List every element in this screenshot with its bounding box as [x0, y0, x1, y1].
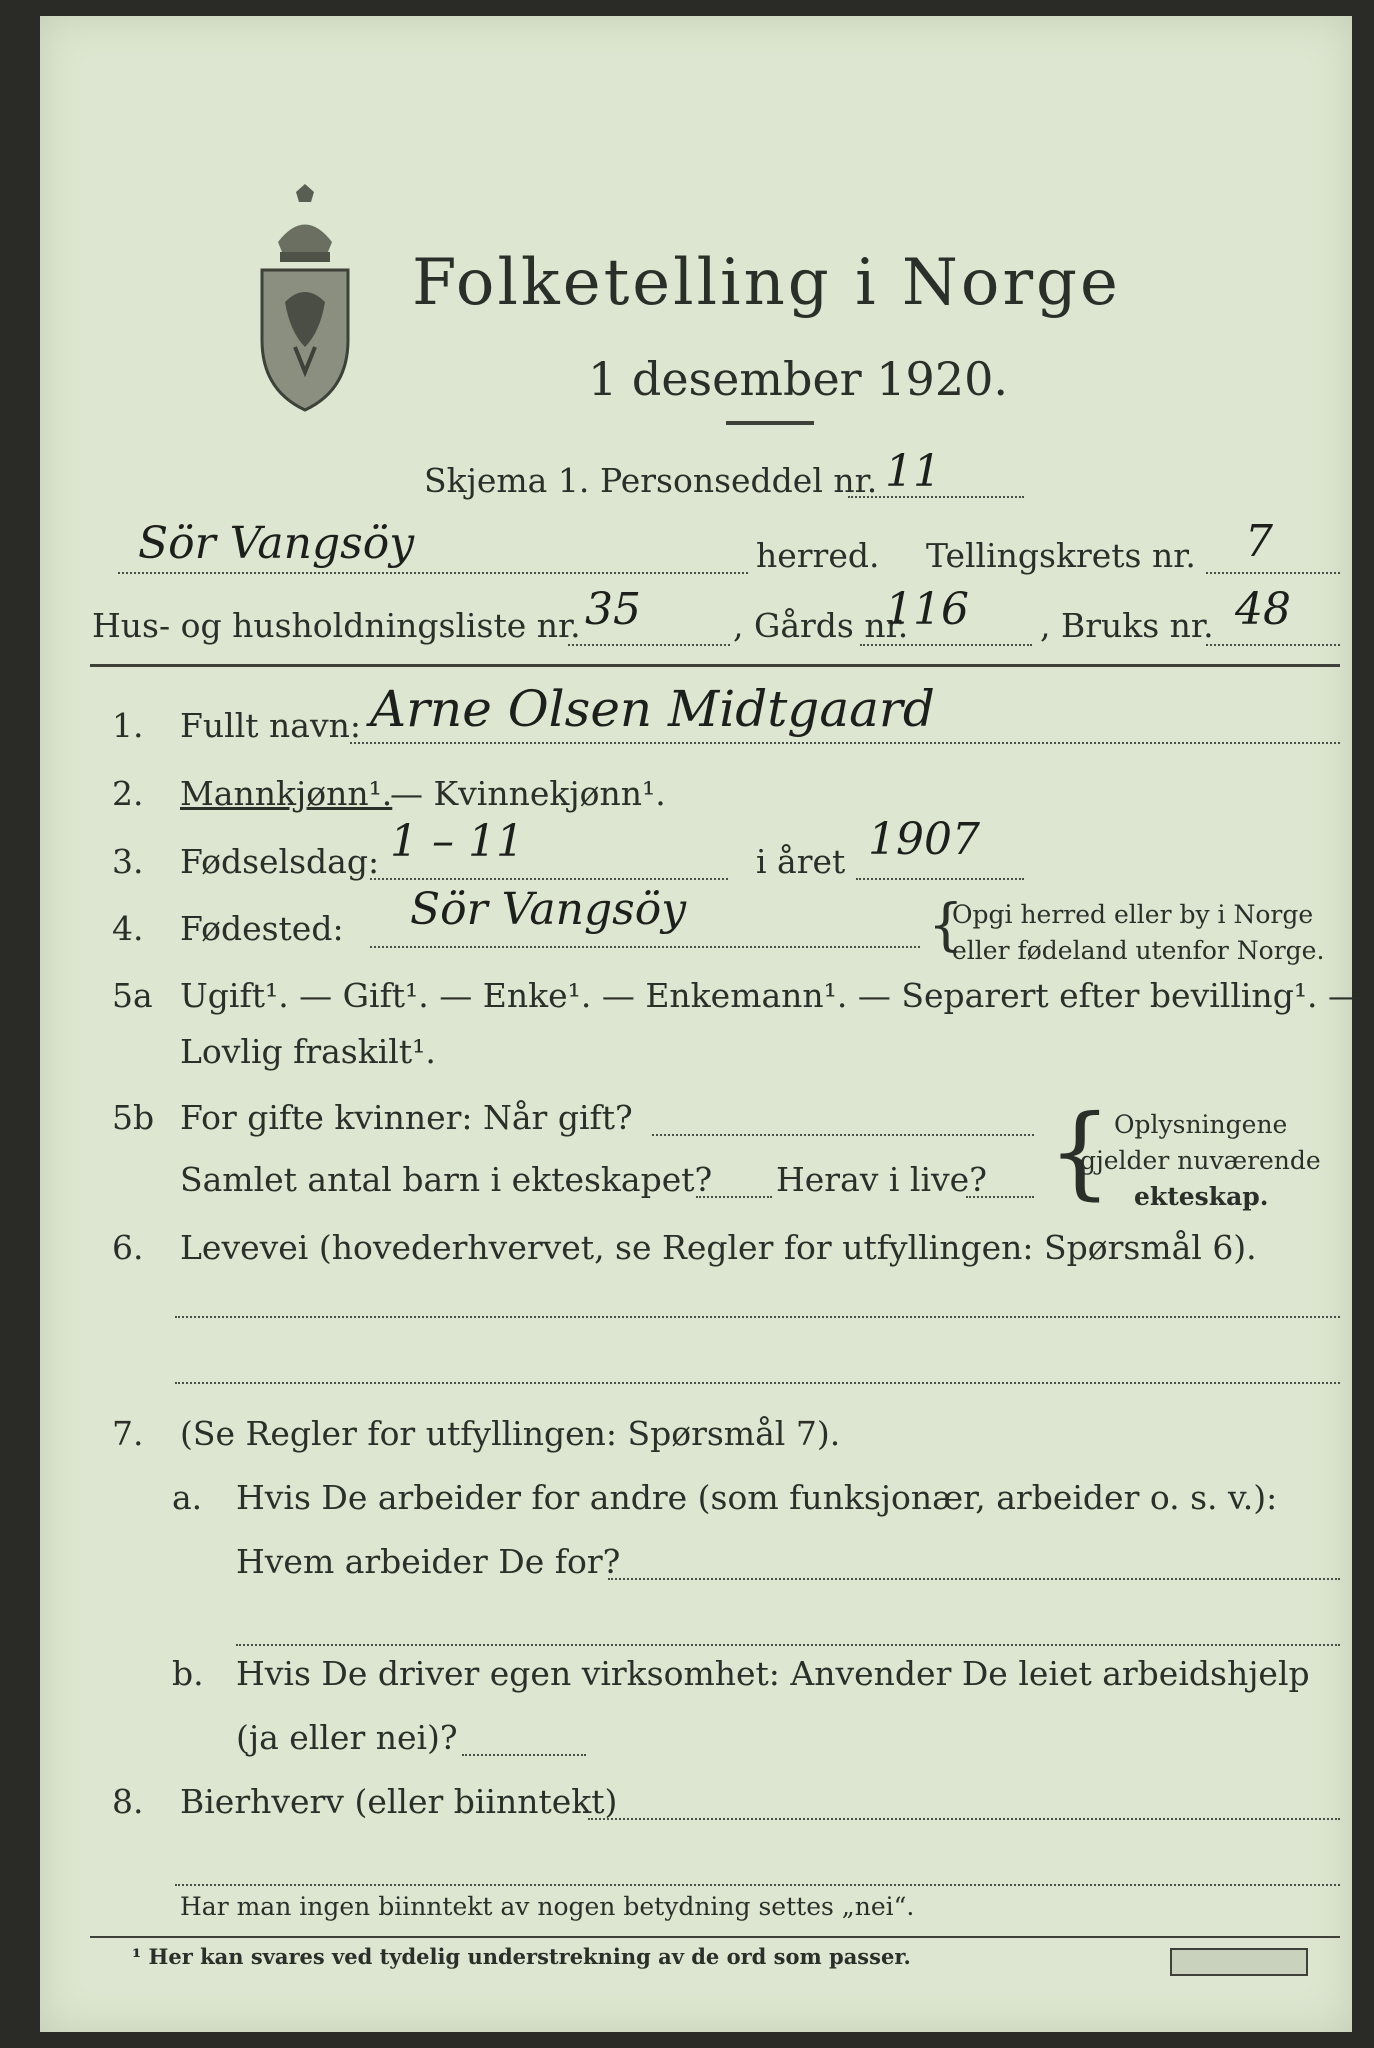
q7a-letter: a.: [172, 1478, 203, 1517]
personseddel-value[interactable]: 11: [885, 446, 941, 497]
tellingskrets-value[interactable]: 7: [1245, 516, 1273, 567]
q4-label: Fødested:: [180, 909, 344, 948]
header-rule: [90, 664, 1340, 667]
q3-number: 3.: [112, 842, 144, 881]
q8-label: Bierhverv (eller biinntekt): [180, 1782, 618, 1821]
q7b-label: Hvis De driver egen virksomhet: Anvender De leiet arbeidshjelp: [236, 1654, 1310, 1693]
q1-label: Fullt navn:: [180, 706, 361, 745]
coat-of-arms-emblem: [250, 182, 360, 412]
census-form-page: Folketelling i Norge 1 desember 1920. Skjema 1. Personseddel nr. 11 Sör Vangsöy herred. Tellingskrets nr. 7 Hus- og husholdningsliste nr. 35 , Gårds nr. 116 , Bruks nr. 48 1. Fullt navn: Arne Olsen Midtgaard 2. Mannkjønn¹. — Kvinnekjønn¹. 3. Fødselsdag: 1 – 11 i året 1907 4. Fødested: Sör Vangsöy { Opgi herred eller by i Norge eller fødeland utenfor Norge. 5a Ugift¹. — Gift¹. — Enke¹. — Enkemann¹. — Separert efter bevilling¹. — Lovlig fraskilt¹. 5b For gifte kvinner: Når gift? Samlet antal barn i ekteskapet? Herav i live? { Oplysningene gjelder nuværende ekteskap. 6. Levevei (hovederhvervet, se Regler for utfyllingen: Spørsmål 6). 7. (Se Regler for utfyllingen: Spørsmål 7). a. Hvis De arbeider for andre (som funksjonær, arbeider o. s. v.): Hvem arbeider De for? b. Hvis De driver egen virksomhet: Anvender De leiet arbeidshjelp (ja eller nei)? 8. Bierhverv (eller biinntekt) Har man ingen biinntekt av nogen betydning settes „nei“. ¹ Her kan svares ved tydelig understrekning av de ord som passer.: [40, 16, 1352, 2032]
q5b-note-line2: gjelder nuværende: [1080, 1146, 1321, 1175]
q5b-label2: Samlet antal barn i ekteskapet?: [180, 1160, 713, 1199]
gender-female-option[interactable]: — Kvinnekjønn¹.: [390, 774, 666, 813]
herred-value[interactable]: Sör Vangsöy: [138, 518, 415, 569]
q4-note-line1: Opgi herred eller by i Norge: [952, 900, 1314, 929]
year-label: i året: [756, 842, 846, 881]
birthplace-value[interactable]: Sör Vangsöy: [410, 884, 687, 935]
herred-label: herred.: [756, 536, 880, 575]
q7a-label: Hvis De arbeider for andre (som funksjonær, arbeider o. s. v.):: [236, 1478, 1278, 1517]
q6-label: Levevei (hovederhvervet, se Regler for utfyllingen: Spørsmål 6).: [180, 1228, 1257, 1267]
footnote-rule: [90, 1936, 1340, 1938]
q5a-number: 5a: [112, 976, 153, 1015]
title-divider: [726, 421, 814, 425]
q8-note: Har man ingen biinntekt av nogen betydning settes „nei“.: [180, 1892, 915, 1921]
birthday-value[interactable]: 1 – 11: [390, 816, 524, 867]
printer-stamp: [1170, 1948, 1308, 1976]
q3-label: Fødselsdag:: [180, 842, 380, 881]
schema-label: Skjema 1.: [424, 461, 590, 500]
q2-number: 2.: [112, 774, 144, 813]
tellingskrets-label: Tellingskrets nr.: [926, 536, 1196, 575]
bruks-value[interactable]: 48: [1235, 584, 1291, 635]
husholdningsliste-label: Hus- og husholdningsliste nr.: [92, 606, 581, 645]
q6-number: 6.: [112, 1228, 144, 1267]
personseddel-label: Personseddel nr.: [600, 461, 878, 500]
marital-options-line2[interactable]: Lovlig fraskilt¹.: [180, 1032, 436, 1071]
occupation-line1[interactable]: [175, 1316, 1340, 1318]
marital-options-line1[interactable]: Ugift¹. — Gift¹. — Enke¹. — Enkemann¹. — Separert efter bevilling¹. —: [180, 976, 1362, 1015]
form-title: Folketelling i Norge: [412, 246, 1121, 320]
q7b-letter: b.: [172, 1654, 204, 1693]
q7b-question: (ja eller nei)?: [236, 1718, 458, 1757]
q4-number: 4.: [112, 909, 144, 948]
gards-label: , Gårds nr.: [733, 606, 909, 645]
full-name-value[interactable]: Arne Olsen Midtgaard: [370, 680, 935, 738]
gards-value[interactable]: 116: [885, 584, 969, 635]
side-income-input-line1[interactable]: [588, 1818, 1340, 1820]
occupation-line2[interactable]: [175, 1382, 1340, 1384]
q5b-label3: Herav i live?: [776, 1160, 987, 1199]
side-income-input-line2[interactable]: [175, 1884, 1340, 1886]
q1-number: 1.: [112, 706, 144, 745]
employer-input-line1[interactable]: [608, 1578, 1340, 1580]
q5b-note-line1: Oplysningene: [1114, 1110, 1288, 1139]
bruks-label: , Bruks nr.: [1040, 606, 1214, 645]
q5b-label1: For gifte kvinner: Når gift?: [180, 1098, 633, 1137]
q7a-question: Hvem arbeider De for?: [236, 1542, 621, 1581]
birth-year-value[interactable]: 1907: [868, 814, 980, 865]
gender-male-option[interactable]: Mannkjønn¹.: [180, 774, 393, 813]
q8-number: 8.: [112, 1782, 144, 1821]
q7-number: 7.: [112, 1414, 144, 1453]
q5b-number: 5b: [112, 1098, 155, 1137]
husholdningsliste-value[interactable]: 35: [585, 584, 641, 635]
footnote-text: ¹ Her kan svares ved tydelig understrekning av de ord som passer.: [132, 1944, 911, 1969]
q7-label: (Se Regler for utfyllingen: Spørsmål 7).: [180, 1414, 841, 1453]
hire-help-input[interactable]: [462, 1754, 586, 1756]
employer-input-line2[interactable]: [236, 1644, 1340, 1646]
form-date: 1 desember 1920.: [588, 352, 1008, 406]
q5b-note-line3: ekteskap.: [1134, 1182, 1269, 1211]
q4-note-line2: eller fødeland utenfor Norge.: [952, 936, 1325, 965]
